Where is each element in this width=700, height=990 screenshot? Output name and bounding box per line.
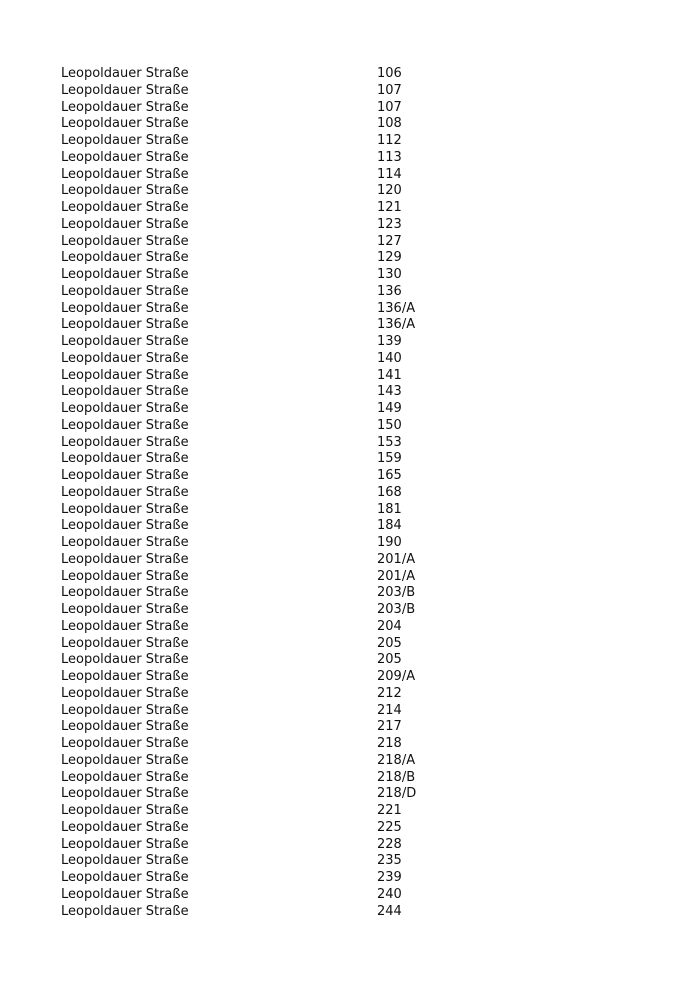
address-row bbox=[61, 301, 481, 318]
street-name: Leopoldauer Straße bbox=[61, 183, 189, 199]
house-number: 225 bbox=[377, 819, 402, 835]
house-number: 120 bbox=[377, 183, 402, 199]
address-row bbox=[61, 351, 481, 368]
house-number: 107 bbox=[377, 99, 402, 115]
address-row bbox=[61, 401, 481, 418]
house-number: 150 bbox=[377, 417, 402, 433]
street-name: Leopoldauer Straße bbox=[61, 216, 189, 232]
street-name: Leopoldauer Straße bbox=[61, 66, 189, 81]
street-name: Leopoldauer Straße bbox=[61, 200, 189, 215]
house-number: 181 bbox=[377, 501, 402, 517]
street-name: Leopoldauer Straße bbox=[61, 836, 189, 852]
house-number: 214 bbox=[377, 702, 402, 718]
address-row bbox=[61, 284, 481, 301]
street-name: Leopoldauer Straße bbox=[61, 803, 189, 818]
address-row bbox=[61, 602, 481, 619]
address-row bbox=[61, 217, 481, 234]
street-name: Leopoldauer Straße bbox=[61, 736, 189, 751]
house-number: 127 bbox=[377, 233, 402, 249]
address-row bbox=[61, 786, 481, 803]
house-number: 239 bbox=[377, 870, 402, 885]
street-name: Leopoldauer Straße bbox=[61, 451, 189, 467]
street-name: Leopoldauer Straße bbox=[61, 786, 189, 802]
street-name: Leopoldauer Straße bbox=[61, 283, 189, 299]
street-name: Leopoldauer Straße bbox=[61, 401, 189, 416]
house-number: 203/B bbox=[377, 585, 416, 601]
house-number: 136/A bbox=[377, 300, 416, 316]
house-number: 190 bbox=[377, 535, 402, 550]
address-row bbox=[61, 150, 481, 167]
address-row bbox=[61, 418, 481, 435]
house-number: 205 bbox=[377, 652, 402, 668]
street-name: Leopoldauer Straße bbox=[61, 886, 189, 902]
address-row bbox=[61, 837, 481, 854]
house-number: 244 bbox=[377, 903, 402, 919]
address-row bbox=[61, 200, 481, 217]
address-row bbox=[61, 183, 481, 200]
street-name: Leopoldauer Straße bbox=[61, 82, 189, 98]
street-name: Leopoldauer Straße bbox=[61, 870, 189, 885]
street-name: Leopoldauer Straße bbox=[61, 685, 189, 701]
house-number: 184 bbox=[377, 518, 402, 534]
address-row bbox=[61, 167, 481, 184]
address-row bbox=[61, 234, 481, 251]
street-name: Leopoldauer Straße bbox=[61, 300, 189, 316]
street-name: Leopoldauer Straße bbox=[61, 903, 189, 919]
house-number: 218/D bbox=[377, 786, 417, 802]
house-number: 136/A bbox=[377, 317, 416, 333]
address-row bbox=[61, 887, 481, 904]
house-number: 136 bbox=[377, 283, 402, 299]
address-row bbox=[61, 669, 481, 686]
address-row bbox=[61, 485, 481, 502]
house-number: 205 bbox=[377, 635, 402, 651]
address-row bbox=[61, 317, 481, 334]
address-row bbox=[61, 502, 481, 519]
street-name: Leopoldauer Straße bbox=[61, 384, 189, 400]
street-name: Leopoldauer Straße bbox=[61, 652, 189, 668]
house-number: 203/B bbox=[377, 602, 416, 617]
house-number: 201/A bbox=[377, 568, 416, 584]
address-row bbox=[61, 636, 481, 653]
house-number: 108 bbox=[377, 116, 402, 132]
address-row bbox=[61, 535, 481, 552]
street-name: Leopoldauer Straße bbox=[61, 166, 189, 182]
house-number: 153 bbox=[377, 434, 402, 450]
house-number: 201/A bbox=[377, 551, 416, 567]
address-row bbox=[61, 803, 481, 820]
street-name: Leopoldauer Straße bbox=[61, 334, 189, 349]
street-name: Leopoldauer Straße bbox=[61, 819, 189, 835]
house-number: 218 bbox=[377, 736, 402, 751]
address-row bbox=[61, 853, 481, 870]
house-number: 228 bbox=[377, 836, 402, 852]
street-name: Leopoldauer Straße bbox=[61, 752, 189, 768]
address-row bbox=[61, 384, 481, 401]
street-name: Leopoldauer Straße bbox=[61, 585, 189, 601]
house-number: 165 bbox=[377, 468, 402, 483]
address-row bbox=[61, 518, 481, 535]
street-name: Leopoldauer Straße bbox=[61, 116, 189, 132]
house-number: 218/A bbox=[377, 752, 416, 768]
street-name: Leopoldauer Straße bbox=[61, 484, 189, 500]
house-number: 159 bbox=[377, 451, 402, 467]
house-number: 221 bbox=[377, 803, 402, 818]
street-name: Leopoldauer Straße bbox=[61, 669, 189, 684]
house-number: 112 bbox=[377, 133, 402, 148]
street-name: Leopoldauer Straße bbox=[61, 518, 189, 534]
street-name: Leopoldauer Straße bbox=[61, 702, 189, 718]
street-name: Leopoldauer Straße bbox=[61, 535, 189, 550]
street-name: Leopoldauer Straße bbox=[61, 551, 189, 567]
house-number: 139 bbox=[377, 334, 402, 349]
house-number: 129 bbox=[377, 250, 402, 266]
house-number: 217 bbox=[377, 719, 402, 735]
address-row bbox=[61, 652, 481, 669]
house-number: 218/B bbox=[377, 769, 416, 785]
house-number: 106 bbox=[377, 66, 402, 81]
street-name: Leopoldauer Straße bbox=[61, 350, 189, 366]
address-row bbox=[61, 820, 481, 837]
street-name: Leopoldauer Straße bbox=[61, 317, 189, 333]
address-row bbox=[61, 133, 481, 150]
address-row bbox=[61, 736, 481, 753]
house-number: 168 bbox=[377, 484, 402, 500]
address-row bbox=[61, 719, 481, 736]
street-name: Leopoldauer Straße bbox=[61, 417, 189, 433]
street-name: Leopoldauer Straße bbox=[61, 233, 189, 249]
street-name: Leopoldauer Straße bbox=[61, 853, 189, 869]
house-number: 143 bbox=[377, 384, 402, 400]
street-name: Leopoldauer Straße bbox=[61, 149, 189, 165]
house-number: 140 bbox=[377, 350, 402, 366]
address-row bbox=[61, 435, 481, 452]
address-row bbox=[61, 368, 481, 385]
house-number: 240 bbox=[377, 886, 402, 902]
house-number: 149 bbox=[377, 401, 402, 416]
address-row bbox=[61, 100, 481, 117]
street-name: Leopoldauer Straße bbox=[61, 501, 189, 517]
address-row bbox=[61, 451, 481, 468]
house-number: 141 bbox=[377, 367, 402, 383]
address-list bbox=[61, 66, 481, 920]
address-row bbox=[61, 250, 481, 267]
address-row bbox=[61, 686, 481, 703]
street-name: Leopoldauer Straße bbox=[61, 602, 189, 617]
address-row bbox=[61, 66, 481, 83]
house-number: 204 bbox=[377, 618, 402, 634]
street-name: Leopoldauer Straße bbox=[61, 99, 189, 115]
house-number: 212 bbox=[377, 685, 402, 701]
street-name: Leopoldauer Straße bbox=[61, 367, 189, 383]
house-number: 121 bbox=[377, 200, 402, 215]
house-number: 235 bbox=[377, 853, 402, 869]
address-row bbox=[61, 619, 481, 636]
street-name: Leopoldauer Straße bbox=[61, 635, 189, 651]
house-number: 114 bbox=[377, 166, 402, 182]
address-row bbox=[61, 334, 481, 351]
address-row bbox=[61, 569, 481, 586]
address-row bbox=[61, 267, 481, 284]
street-name: Leopoldauer Straße bbox=[61, 434, 189, 450]
address-row bbox=[61, 870, 481, 887]
street-name: Leopoldauer Straße bbox=[61, 250, 189, 266]
street-name: Leopoldauer Straße bbox=[61, 719, 189, 735]
address-row bbox=[61, 904, 481, 921]
address-row bbox=[61, 703, 481, 720]
street-name: Leopoldauer Straße bbox=[61, 468, 189, 483]
house-number: 130 bbox=[377, 267, 402, 282]
street-name: Leopoldauer Straße bbox=[61, 769, 189, 785]
house-number: 113 bbox=[377, 149, 402, 165]
street-name: Leopoldauer Straße bbox=[61, 133, 189, 148]
house-number: 123 bbox=[377, 216, 402, 232]
address-row bbox=[61, 753, 481, 770]
street-name: Leopoldauer Straße bbox=[61, 568, 189, 584]
street-name: Leopoldauer Straße bbox=[61, 267, 189, 282]
street-name: Leopoldauer Straße bbox=[61, 618, 189, 634]
address-row bbox=[61, 770, 481, 787]
address-row bbox=[61, 552, 481, 569]
address-row bbox=[61, 83, 481, 100]
address-row bbox=[61, 116, 481, 133]
address-row bbox=[61, 585, 481, 602]
house-number: 209/A bbox=[377, 669, 416, 684]
house-number: 107 bbox=[377, 82, 402, 98]
address-row bbox=[61, 468, 481, 485]
